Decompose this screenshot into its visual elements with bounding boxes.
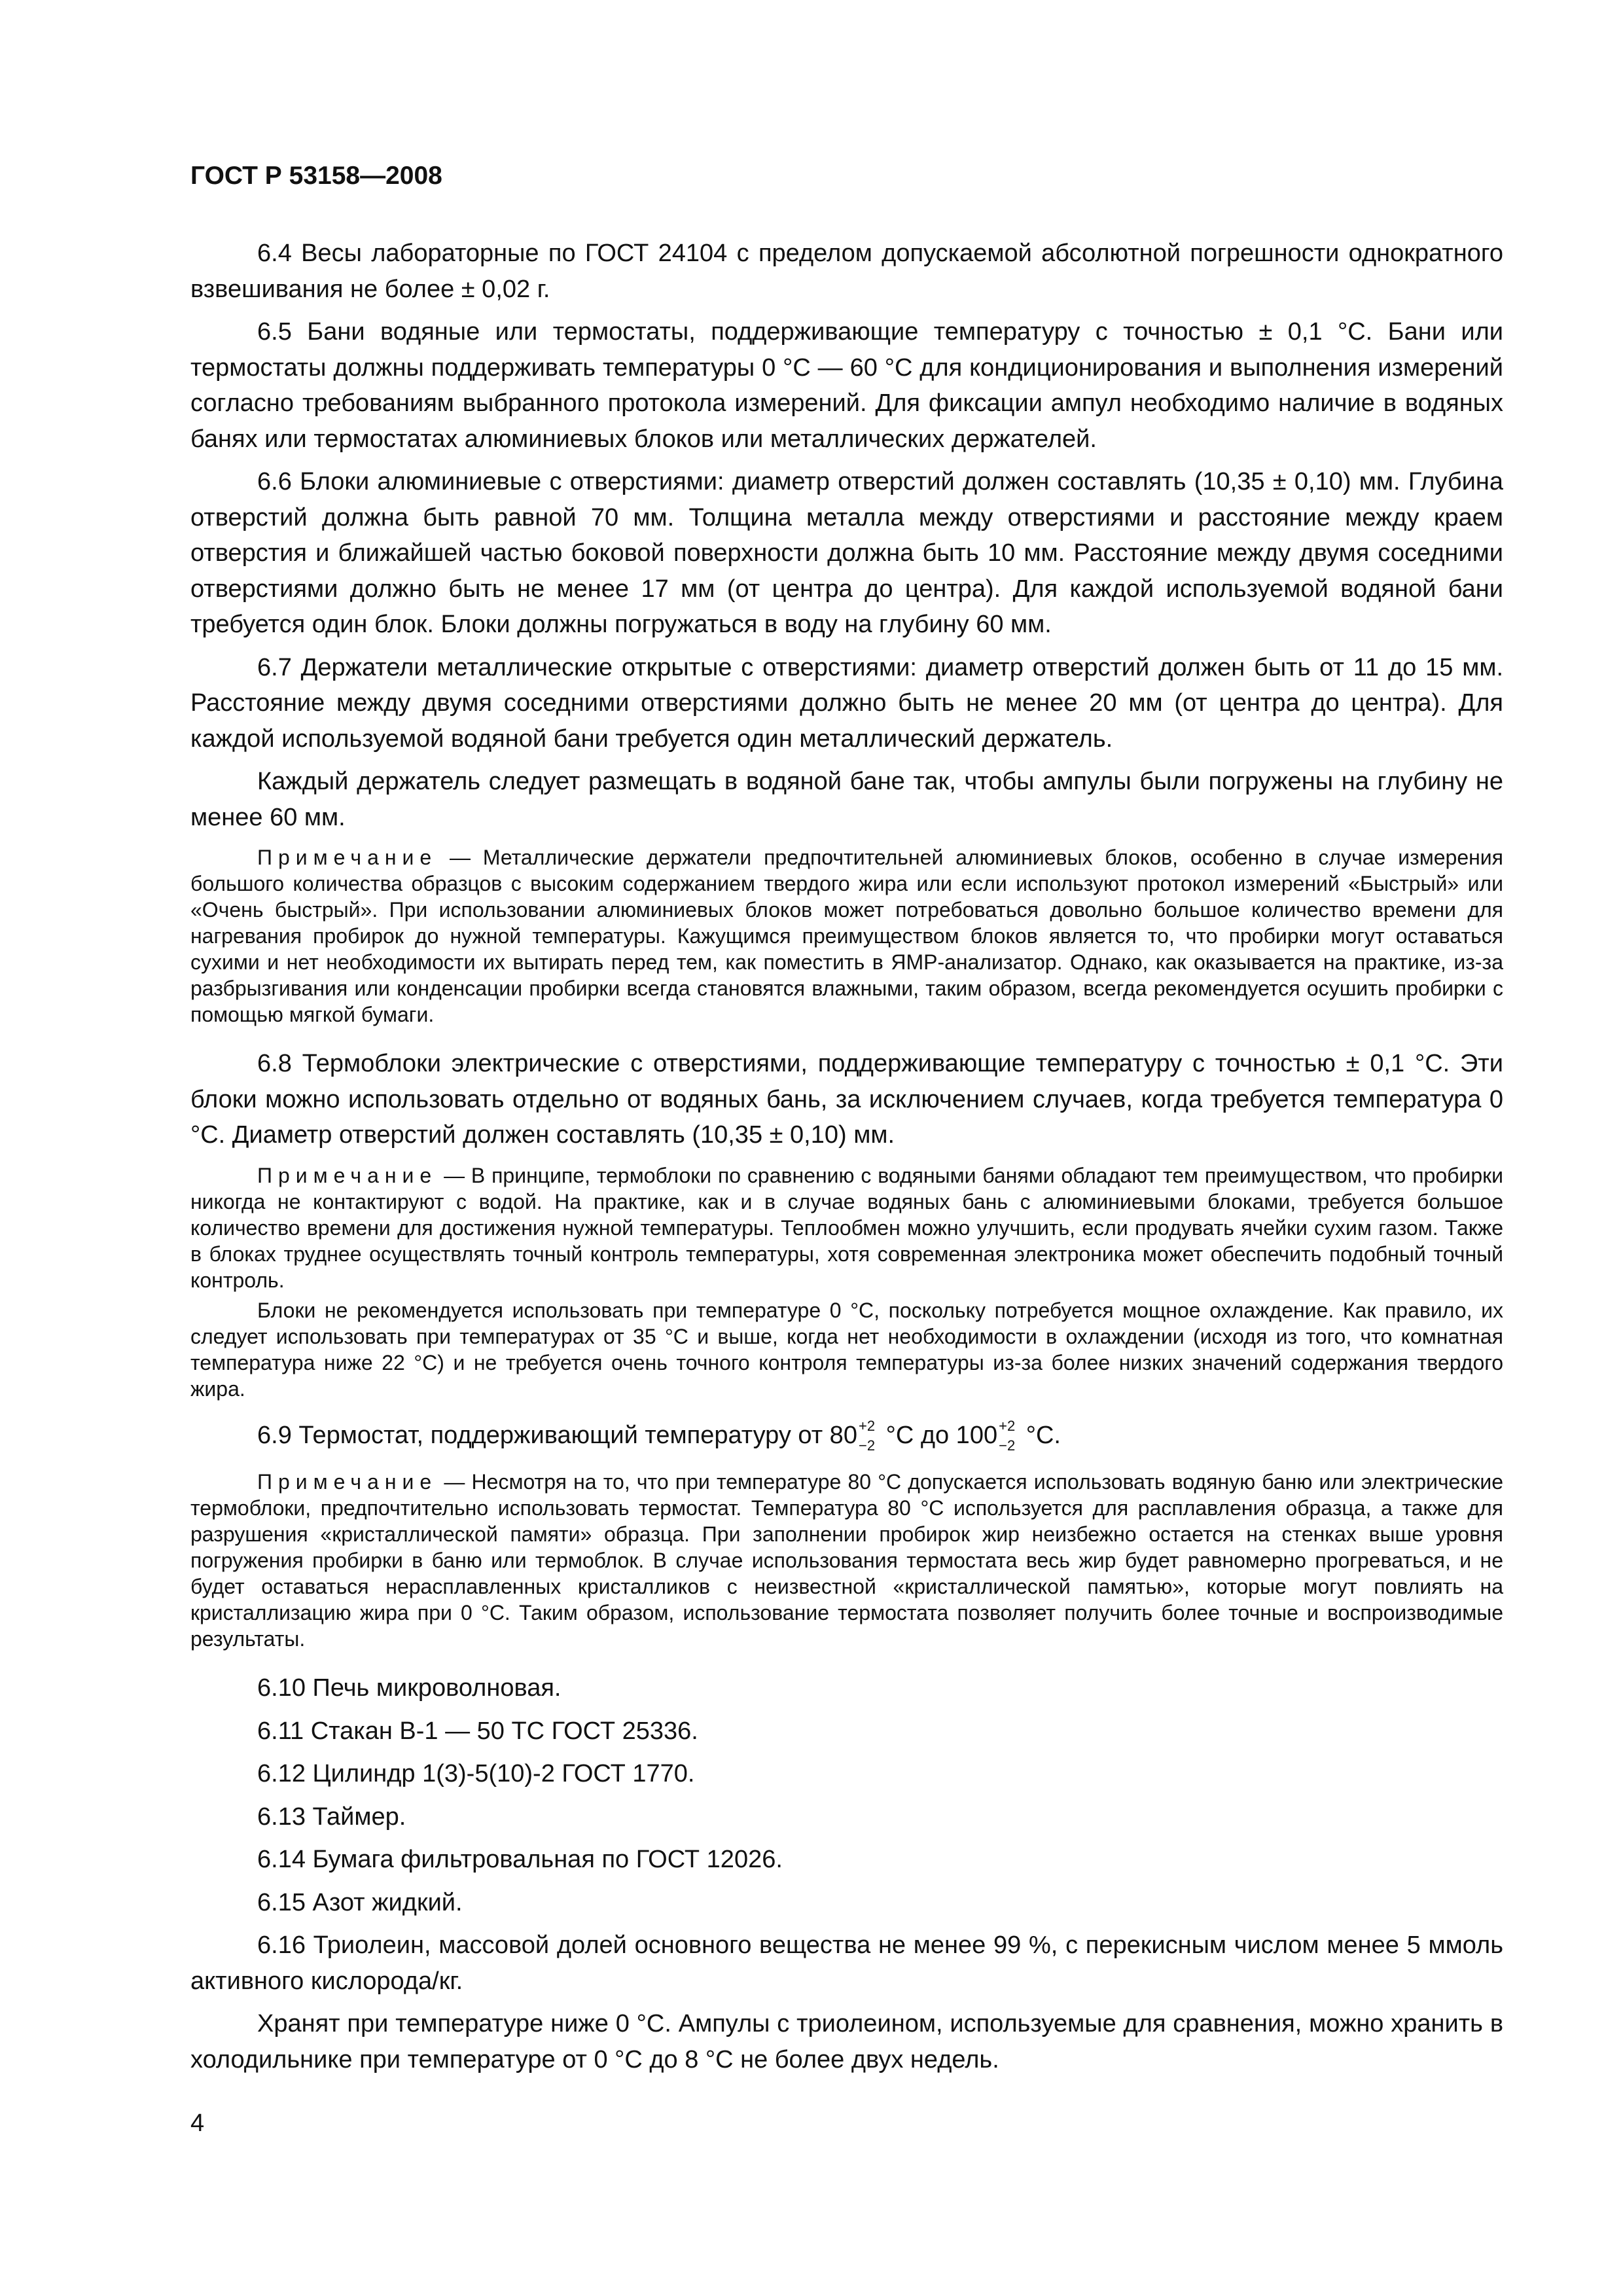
paragraph-6-6: 6.6 Блоки алюминиевые с отверстиями: диаметр отверстий должен составлять (10,35 ± 0,10) мм. Глубина отверстий должна быть равной 70 мм. Толщина металла между отверстиями и расстояние между краем отверстия и ближайшей частью боковой поверхности должна быть 10 мм. Расстояние между двумя соседними отверстиями должно быть не менее 17 мм (от центра до центра). Для каждой используемой водяной бани требуется один блок. Блоки должны погружаться в воду на глубину 60 мм. (190, 468, 1503, 638)
text-segment: °С. (1019, 1421, 1061, 1449)
paragraph-6-16-storage: Хранят при температуре ниже 0 °С. Ампулы с триолеином, используемые для сравнения, можно хранить в холодильнике при температуре от 0 °С до 8 °С не более двух недель. (190, 2010, 1503, 2073)
note-text: — Несмотря на то, что при температуре 80 °С допускается использовать водяную баню или электрические термоблоки, предпочтительно использовать термостат. Температура 80 °С используется для расплавления образца, а также для разрушения «кристаллической памяти» образца. При заполнении пробирок жир неизбежно остается на стенках выше уровня погружения пробирки в баню или термоблок. В случае использования термостата весь жир будет равномерно прогреваться, и не будет оставаться нерасплавленных кристалликов с неизвестной «кристаллической памятью», которые могут повлиять на кристаллизацию жира при 0 °С. Таким образом, использование термостата позволяет получить более точные и воспроизводимые результаты. (190, 1470, 1503, 1651)
paragraph-6-15: 6.15 Азот жидкий. (257, 1888, 463, 1916)
paragraph-6-16: 6.16 Триолеин, массовой долей основного вещества не менее 99 %, с перекисным числом менее 5 ммоль активного кислорода/кг. (190, 1931, 1503, 1995)
note-thermoblocks (190, 1162, 1503, 1293)
document-header: ГОСТ Р 53158—2008 (190, 162, 442, 190)
tolerance-100 (999, 1418, 1016, 1454)
paragraph-6-8: 6.8 Термоблоки электрические с отверстиями, поддерживающие температуру с точностью ± 0,1 °С. Эти блоки можно использовать отдельно от водяных бань, за исключением случаев, когда требуется температура 0 °С. Диаметр отверстий должен составлять (10,35 ± 0,10) мм. (190, 1050, 1503, 1149)
text-segment: °С до 100 (879, 1421, 998, 1449)
tolerance-minus: −2 (999, 1437, 1016, 1454)
tolerance-minus: −2 (858, 1437, 876, 1454)
note-label: Примечание (257, 846, 438, 869)
paragraph-6-10: 6.10 Печь микроволновая. (257, 1674, 562, 1702)
document-page (190, 160, 1503, 2085)
paragraph-6-13: 6.13 Таймер. (257, 1803, 406, 1831)
tolerance-plus: +2 (999, 1418, 1016, 1435)
paragraph-6-4: 6.4 Весы лабораторные по ГОСТ 24104 с пределом допускаемой абсолютной погрешности однократного взвешивания не более ± 0,02 г. (190, 240, 1503, 303)
note-text: — В принципе, термоблоки по сравнению с водяными банями обладают тем преимуществом, что пробирки никогда не контактируют с водой. На практике, как и в случае водяных бань с алюминиевыми блоками, требуется большое количество времени для достижения нужной температуры. Теплообмен можно улучшить, если продувать ячейки сухим газом. Также в блоках труднее осуществлять точный контроль температуры, хотя современная электроника может обеспечить подобный точный контроль. (190, 1163, 1503, 1292)
note-label: Примечание (257, 1163, 438, 1187)
note-thermostat (190, 1469, 1503, 1652)
paragraph-6-5: 6.5 Бани водяные или термостаты, поддерживающие температуру с точностью ± 0,1 °С. Бани или термостаты должны поддерживать температуры 0 °С — 60 °С для кондиционирования и выполнения измерений согласно требованиям выбранного протокола измерений. Для фиксации ампул необходимо наличие в водяных банях или термостатах алюминиевых блоков или металлических держателей. (190, 318, 1503, 453)
note-thermoblocks-continued: Блоки не рекомендуется использовать при температуре 0 °С, поскольку потребуется мощное охлаждение. Как правило, их следует использовать при температурах от 35 °С и выше, когда нет необходимости в охлаждении (исходя из того, что комнатная температура ниже 22 °С) и не требуется очень точного контроля температуры из-за более низких значений содержания твердого жира. (190, 1298, 1503, 1401)
note-holders (190, 844, 1503, 1028)
page-number: 4 (190, 2109, 205, 2137)
paragraph-6-12: 6.12 Цилиндр 1(3)-5(10)-2 ГОСТ 1770. (257, 1760, 695, 1787)
tolerance-plus: +2 (858, 1418, 876, 1435)
tolerance-80 (858, 1418, 876, 1454)
paragraph-6-9 (190, 1418, 1503, 1454)
paragraph-6-7-holder: Каждый держатель следует размещать в водяной бане так, чтобы ампулы были погружены на глубину не менее 60 мм. (190, 768, 1503, 831)
paragraph-6-11: 6.11 Стакан В-1 — 50 ТС ГОСТ 25336. (257, 1717, 698, 1745)
note-text: — Металлические держатели предпочтительней алюминиевых блоков, особенно в случае измерения большого количества образцов с высоким содержанием твердого жира или если используют протокол измерений «Быстрый» или «Очень быстрый». При использовании алюминиевых блоков может потребоваться довольно большое количество времени для нагревания пробирок до нужной температуры. Кажущимся преимуществом блоков является то, что пробирки могут оставаться сухими и нет необходимости их вытирать перед тем, как поместить в ЯМР-анализатор. Однако, как оказывается на практике, из-за разбрызгивания или конденсации пробирки всегда становятся влажными, таким образом, всегда рекомендуется осушить пробирки с помощью мягкой бумаги. (190, 846, 1503, 1026)
paragraph-6-14: 6.14 Бумага фильтровальная по ГОСТ 12026. (257, 1846, 783, 1873)
note-label: Примечание (257, 1470, 438, 1494)
paragraph-6-7: 6.7 Держатели металлические открытые с отверстиями: диаметр отверстий должен быть от 11 до 15 мм. Расстояние между двумя соседними отверстиями должно быть не менее 20 мм (от центра до центра). Для каждой используемой водяной бани требуется один металлический держатель. (190, 653, 1503, 753)
text-segment: 6.9 Термостат, поддерживающий температуру от 80 (257, 1421, 857, 1449)
